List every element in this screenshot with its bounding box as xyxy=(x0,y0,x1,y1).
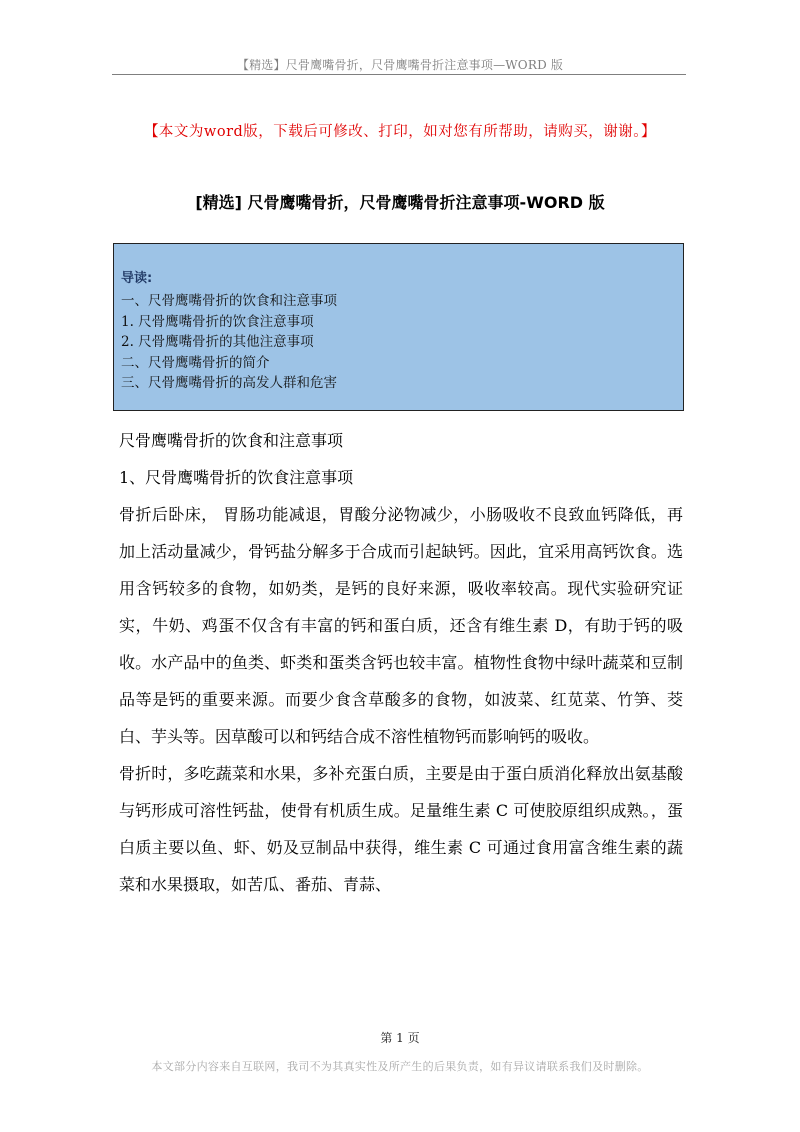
toc-item: 一、尺骨鹰嘴骨折的饮食和注意事项 xyxy=(121,293,337,309)
toc-item: 2. 尺骨鹰嘴骨折的其他注意事项 xyxy=(121,334,314,350)
page-header: 【精选】尺骨鹰嘴骨折，尺骨鹰嘴骨折注意事项—WORD 版 xyxy=(236,58,564,72)
body-paragraph: 骨折后卧床， 胃肠功能减退，胃酸分泌物减少，小肠吸收不良致血钙降低，再加上活动量减少，骨钙盐分解多于合成而引起缺钙。因此，宜采用高钙饮食。选用含钙较多的食物，如奶类，是钙的良好来源，吸收率较高。现代实验研究证实，牛奶、鸡蛋不仅含有丰富的钙和蛋白质，还含有维生素 D，有助于钙的吸收。水产品中的鱼类、虾类和蛋类含钙也较丰富。植物性食物中绿叶蔬菜和豆制品等是钙的重要来源。而要少食含草酸多的食物，如波菜、红苋菜、竹笋、茭白、芋头等。因草酸可以和钙结合成不溶性植物钙而影响钙的吸收。 xyxy=(119,505,683,746)
sub-heading: 1、尺骨鹰嘴骨折的饮食注意事项 xyxy=(119,468,354,487)
reading-guide-heading: 导读: xyxy=(121,271,153,286)
toc-item: 二、尺骨鹰嘴骨折的简介 xyxy=(121,354,270,371)
section-heading: 尺骨鹰嘴骨折的饮食和注意事项 xyxy=(119,431,344,450)
body-paragraph: 骨折时，多吃蔬菜和水果，多补充蛋白质，主要是由于蛋白质消化释放出氨基酸与钙形成可溶性钙盐，使骨有机质生成。足量维生素 C 可使胶原组织成熟。，蛋白质主要以鱼、虾、奶及豆制品中获得，维生素 C 可通过食用富含维生素的蔬菜和水果摄取，如苦瓜、番茄、青蒜、 xyxy=(119,764,683,894)
document-title: [精选] 尺骨鹰嘴骨折，尺骨鹰嘴骨折注意事项-WORD 版 xyxy=(195,193,605,212)
article-body xyxy=(119,422,683,903)
header-divider xyxy=(112,74,686,75)
footer-disclaimer: 本文部分内容来自互联网，我司不为其真实性及所产生的后果负责，如有异议请联系我们及时删除。 xyxy=(151,1060,649,1073)
download-notice: 【本文为word版，下载后可修改、打印，如对您有所帮助，请购买，谢谢。】 xyxy=(143,124,657,140)
toc-item: 1. 尺骨鹰嘴骨折的饮食注意事项 xyxy=(121,313,314,330)
reading-guide-box xyxy=(113,243,684,411)
toc-item: 三、尺骨鹰嘴骨折的高发人群和危害 xyxy=(121,375,337,391)
page-number: 第 1 页 xyxy=(380,1031,420,1045)
